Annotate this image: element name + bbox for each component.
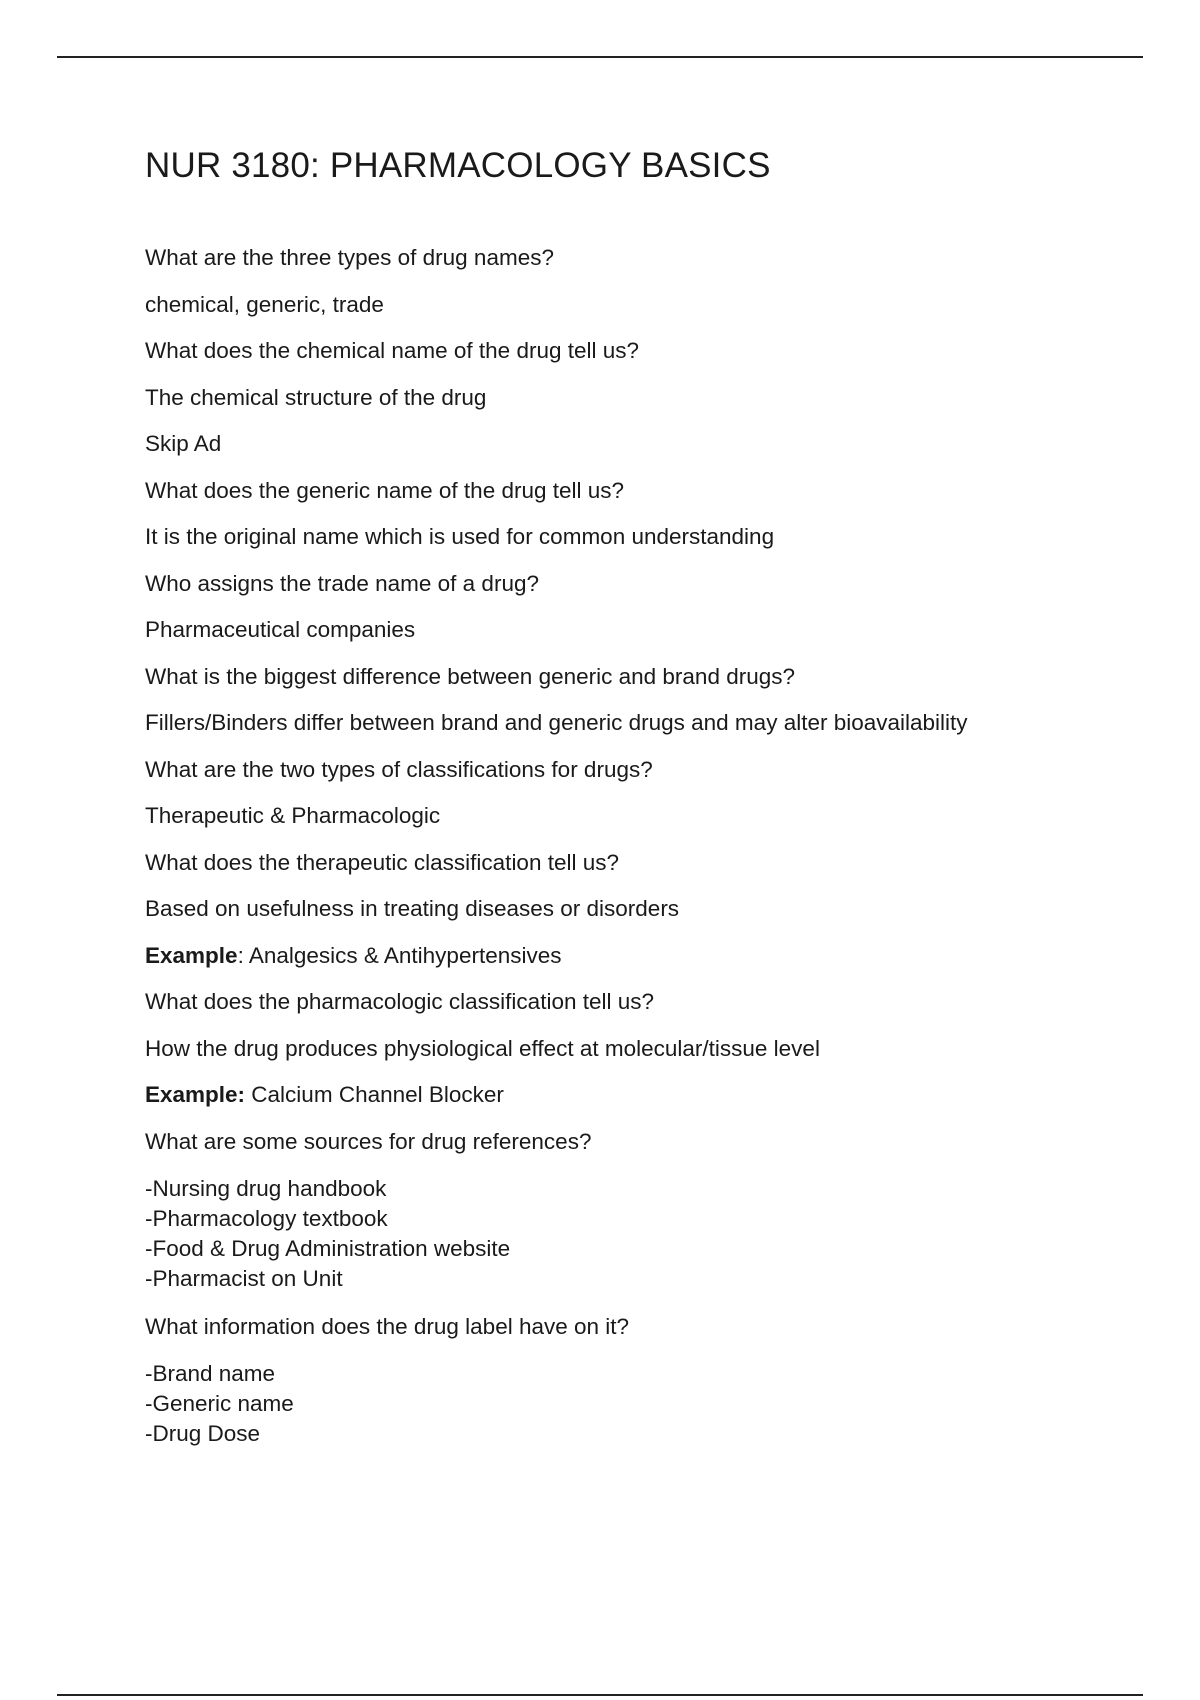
question-references: What are some sources for drug references? [145,1128,592,1154]
question-generic-vs-brand: What is the biggest difference between generic and brand drugs? [145,663,796,689]
example-text: Calcium Channel Blocker [245,1082,504,1107]
qa-list [145,244,1105,1449]
answer-therapeutic: Based on usefulness in treating diseases or disorders [145,896,680,921]
skip-ad-text[interactable]: Skip Ad [145,431,222,456]
answer-drug-name-types: chemical, generic, trade [145,291,384,317]
list-item: -Pharmacology textbook [145,1206,388,1231]
question-classification-types: What are the two types of classifications for drugs? [145,756,653,782]
question-therapeutic: What does the therapeutic classification tell us? [145,849,620,875]
list-item: -Generic name [145,1391,294,1416]
question-chemical-name: What does the chemical name of the drug tell us? [145,338,640,363]
example-therapeutic [145,942,1105,970]
question-trade-name: Who assigns the trade name of a drug? [145,570,539,596]
document-body [145,142,1105,1468]
references-list [145,1174,1105,1294]
list-item: -Nursing drug handbook [145,1176,387,1201]
list-item: -Food & Drug Administration website [145,1236,511,1261]
example-label: Example [145,942,238,968]
top-divider [57,56,1143,58]
bottom-divider [57,1694,1143,1696]
answer-chemical-name: The chemical structure of the drug [145,384,487,410]
list-item: -Drug Dose [145,1421,261,1446]
answer-generic-vs-brand: Fillers/Binders differ between brand and generic drugs and may alter bioavailability [145,710,968,735]
page-title: NUR 3180: PHARMACOLOGY BASICS [145,146,771,185]
question-pharmacologic: What does the pharmacologic classification tell us? [145,989,655,1014]
drug-label-list [145,1359,1105,1449]
list-item: -Pharmacist on Unit [145,1266,343,1291]
answer-generic-name: It is the original name which is used for common understanding [145,524,775,549]
example-pharmacologic [145,1081,1105,1109]
question-generic-name: What does the generic name of the drug tell us? [145,477,625,503]
answer-pharmacologic: How the drug produces physiological effect at molecular/tissue level [145,1035,820,1061]
question-drug-label: What information does the drug label have on it? [145,1313,630,1339]
answer-classification-types: Therapeutic & Pharmacologic [145,803,441,828]
example-text: : Analgesics & Antihypertensives [237,942,562,968]
question-drug-name-types: What are the three types of drug names? [145,245,554,270]
answer-trade-name: Pharmaceutical companies [145,617,416,642]
list-item: -Brand name [145,1361,276,1386]
example-label: Example: [145,1082,246,1107]
